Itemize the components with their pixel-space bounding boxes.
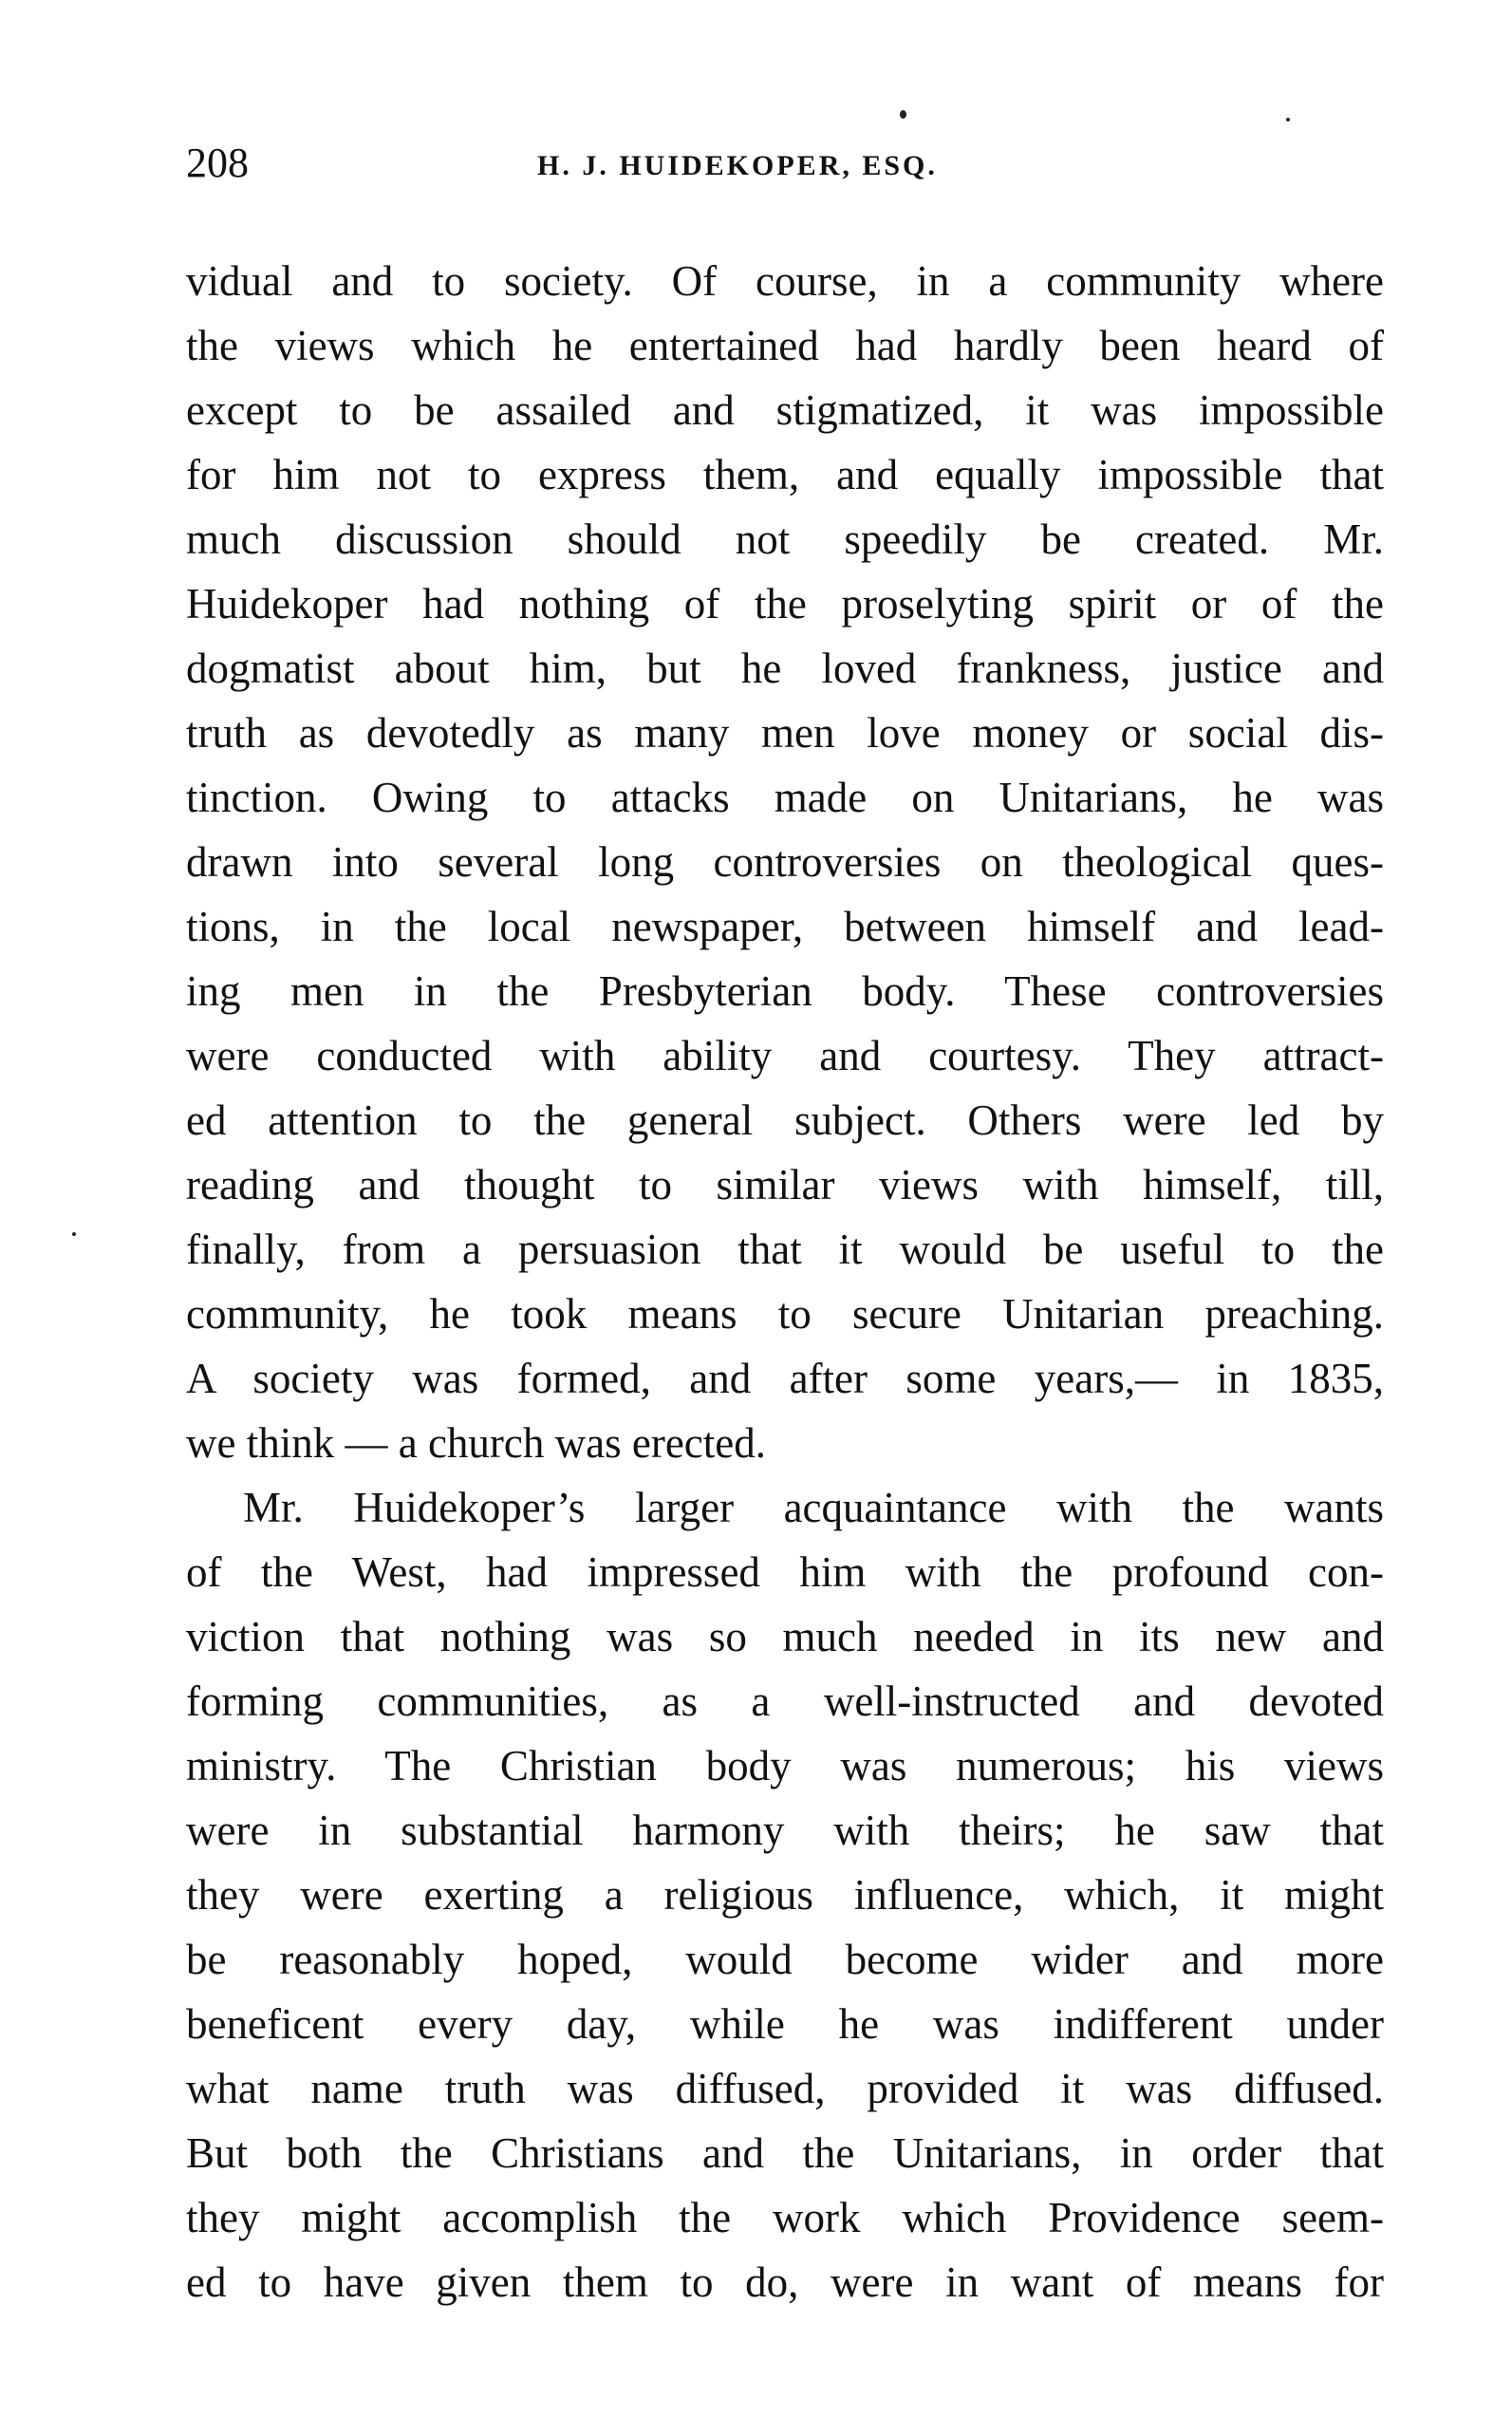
text-line: ing men in the Presbyterian body. These controversies	[186, 967, 1384, 1015]
text-line: A society was formed, and after some years,— in 1835,	[186, 1355, 1384, 1402]
paragraph-2	[186, 1475, 1384, 2314]
text-line: forming communities, as a well-instructed and devoted	[186, 1677, 1384, 1725]
text-line: ed to have given them to do, were in want of means for	[186, 2258, 1384, 2306]
text-line: except to be assailed and stigmatized, it was impossible	[186, 386, 1384, 434]
text-line: be reasonably hoped, would become wider and more	[186, 1936, 1384, 1983]
text-line: Huidekoper had nothing of the proselyting spirit or of the	[186, 580, 1384, 628]
text-line: finally, from a persuasion that it would be useful to the	[186, 1226, 1384, 1273]
text-line: were conducted with ability and courtesy. They attract-	[186, 1032, 1384, 1079]
text-line: tinction. Owing to attacks made on Unitarians, he was	[186, 774, 1384, 821]
text-line: drawn into several long controversies on theological ques-	[186, 838, 1384, 886]
text-line: of the West, had impressed him with the profound con-	[186, 1548, 1384, 1596]
page-number: 208	[186, 140, 249, 186]
ink-speck	[1286, 118, 1290, 122]
text-line: the views which he entertained had hardly been heard of	[186, 322, 1384, 369]
text-line: they were exerting a religious influence, which, it might	[186, 1871, 1384, 1919]
text-line: Mr. Huidekoper’s larger acquaintance with the wants	[243, 1484, 1384, 1531]
text-line: tions, in the local newspaper, between himself and lead-	[186, 903, 1384, 950]
text-line: we think — a church was erected.	[186, 1419, 766, 1467]
text-line: what name truth was diffused, provided it was diffused.	[186, 2065, 1384, 2112]
text-line: beneficent every day, while he was indifferent under	[186, 2000, 1384, 2048]
running-head: H. J. HUIDEKOPER, ESQ.	[537, 150, 938, 181]
text-line: vidual and to society. Of course, in a community where	[186, 257, 1384, 305]
text-line: community, he took means to secure Unitarian preaching.	[186, 1290, 1384, 1338]
text-line: ministry. The Christian body was numerous; his views	[186, 1742, 1384, 1790]
text-line: for him not to express them, and equally impossible that	[186, 451, 1384, 498]
text-line: were in substantial harmony with theirs; he saw that	[186, 1807, 1384, 1854]
text-line: reading and thought to similar views with himself, till,	[186, 1161, 1384, 1209]
page-header	[186, 135, 1384, 192]
body-text	[186, 249, 1384, 2314]
text-line: dogmatist about him, but he loved frankness, justice and	[186, 645, 1384, 692]
text-line: But both the Christians and the Unitarians, in order that	[186, 2129, 1384, 2177]
ink-speck	[72, 1232, 76, 1236]
text-line: ed attention to the general subject. Others were led by	[186, 1096, 1384, 1144]
text-line: much discussion should not speedily be created. Mr.	[186, 515, 1384, 563]
text-line: truth as devotedly as many men love money or social dis-	[186, 709, 1384, 757]
paragraph-1	[186, 249, 1384, 1475]
text-line: they might accomplish the work which Providence seem-	[186, 2194, 1384, 2241]
text-line: viction that nothing was so much needed in its new and	[186, 1613, 1384, 1660]
ink-speck	[900, 110, 906, 119]
